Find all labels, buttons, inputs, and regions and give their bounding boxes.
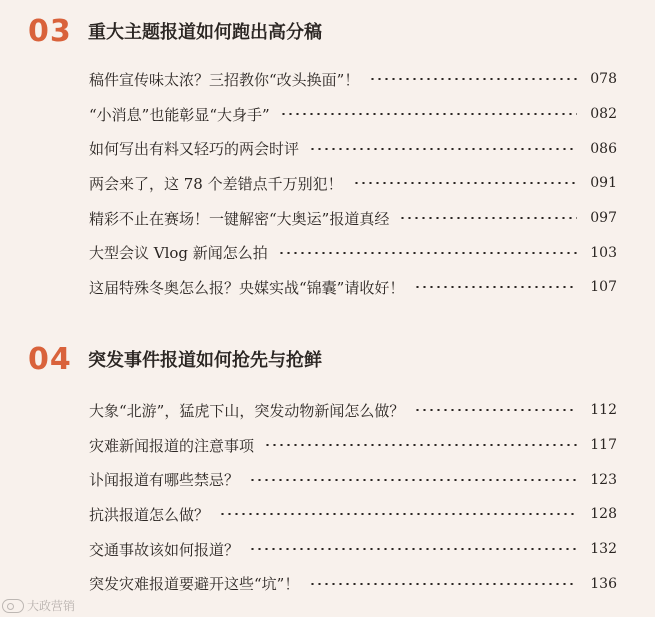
toc-list: [89, 393, 617, 601]
eye-icon: [2, 599, 24, 613]
entry-page: 103: [590, 244, 617, 261]
toc-entry[interactable]: [89, 97, 617, 132]
entry-title: 突发灾难报道要避开这些“坑”！: [89, 575, 300, 594]
entry-title: 大型会议 Vlog 新闻怎么拍: [89, 244, 268, 263]
section-title: 突发事件报道如何抢先与抢鲜: [88, 350, 322, 371]
entry-title: 大象“北游”，猛虎下山，突发动物新闻怎么做？: [89, 401, 405, 420]
entry-title: 灾难新闻报道的注意事项: [89, 436, 255, 455]
toc-entry[interactable]: [89, 532, 617, 567]
entry-title: 如何写出有料又轻巧的两会时评: [89, 140, 300, 159]
dot-leader: [309, 583, 577, 585]
entry-page: 086: [590, 140, 617, 157]
entry-title: 这届特殊冬奥怎么报？央媒实战“锦囊”请收好！: [89, 278, 405, 297]
dot-leader: [280, 113, 577, 115]
entry-page: 078: [590, 71, 617, 88]
toc-entry[interactable]: [89, 428, 617, 463]
toc-entry[interactable]: [89, 131, 617, 166]
dot-leader: [414, 409, 577, 411]
section-header: [0, 340, 655, 384]
section-number: 03: [28, 14, 72, 49]
entry-title: “小消息”也能彰显“大身手”: [89, 105, 270, 124]
entry-page: 136: [590, 575, 617, 592]
toc-entry[interactable]: [89, 235, 617, 270]
dot-leader: [264, 444, 577, 446]
entry-title: 交通事故该如何报道？: [89, 540, 240, 559]
toc-entry[interactable]: [89, 166, 617, 201]
watermark: [2, 597, 75, 614]
toc-entry[interactable]: [89, 393, 617, 428]
toc-list: [89, 62, 617, 305]
entry-title: 精彩不止在赛场！一键解密“大奥运”报道真经: [89, 209, 390, 228]
entry-page: 112: [590, 402, 617, 419]
dot-leader: [219, 513, 577, 515]
dot-leader: [369, 78, 577, 80]
toc-entry[interactable]: [89, 462, 617, 497]
dot-leader: [278, 252, 577, 254]
toc-section-04: [0, 340, 655, 594]
entry-page: 082: [590, 106, 617, 123]
toc-entry[interactable]: [89, 201, 617, 236]
entry-page: 091: [590, 175, 617, 192]
entry-page: 117: [590, 437, 617, 454]
watermark-text: 大政营销: [27, 599, 76, 613]
dot-leader: [353, 182, 577, 184]
section-header: [0, 12, 655, 56]
entry-page: 128: [590, 506, 617, 523]
dot-leader: [399, 217, 577, 219]
dot-leader: [309, 148, 577, 150]
entry-page: 132: [590, 541, 617, 558]
toc-entry[interactable]: [89, 62, 617, 97]
entry-title: 讣闻报道有哪些禁忌？: [89, 471, 240, 490]
toc-section-03: [0, 12, 655, 297]
entry-title: 两会来了，这 78 个差错点千万别犯！: [89, 174, 343, 193]
section-number: 04: [28, 342, 72, 377]
toc-entry[interactable]: [89, 566, 617, 601]
toc-entry[interactable]: [89, 270, 617, 305]
dot-leader: [249, 479, 577, 481]
entry-page: 097: [590, 210, 617, 227]
entry-title: 抗洪报道怎么做？: [89, 505, 210, 524]
entry-page: 123: [590, 471, 617, 488]
section-title: 重大主题报道如何跑出高分稿: [88, 22, 322, 43]
toc-entry[interactable]: [89, 497, 617, 532]
entry-title: 稿件宣传味太浓？三招教你“改头换面”！: [89, 70, 360, 89]
dot-leader: [249, 548, 577, 550]
entry-page: 107: [590, 279, 617, 296]
dot-leader: [414, 286, 577, 288]
